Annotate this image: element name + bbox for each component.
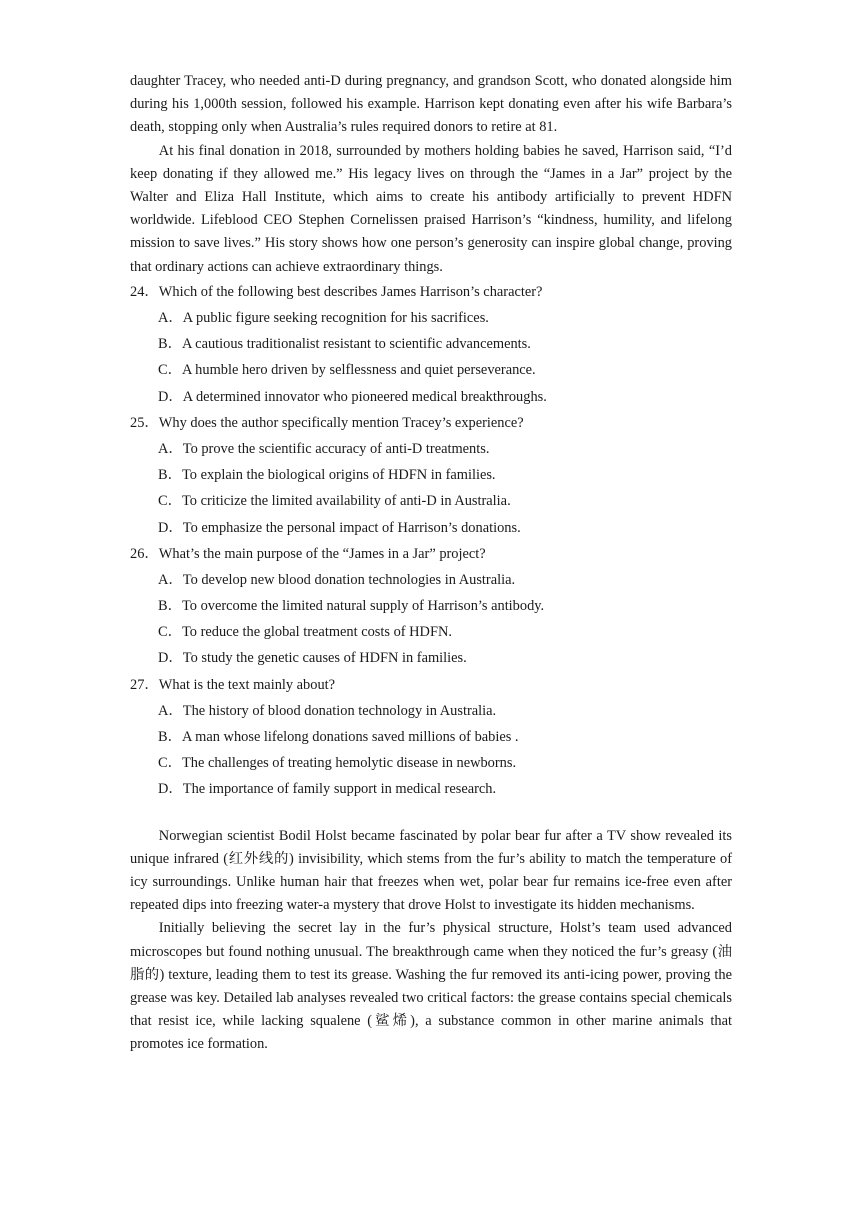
question-stem bbox=[130, 410, 732, 436]
passage-1-paragraph-1: daughter Tracey, who needed anti-D during pregnancy, and grandson Scott, who donated alongside him during his 1,000th session, followed his example. Harrison kept donating even after his wife Barbara’s death, stopping only when Australia’s rules required donors to retire at 81. bbox=[130, 73, 732, 136]
option-d: D．A determined innovator who pioneered medical breakthroughs. bbox=[158, 388, 547, 405]
passage-1 bbox=[130, 70, 732, 279]
passage-2-paragraph-1: Norwegian scientist Bodil Holst became fascinated by polar bear fur after a TV show revealed its unique infrared (红外线的) invisibility, which stems from the fur’s ability to match the temperature of icy surroundings. Unlike human hair that freezes when wet, polar bear fur remains ice-free even after repeated dips into freezing water-a mystery that drove Holst to investigate its hidden mechanisms. bbox=[130, 827, 732, 914]
option-c: C．To reduce the global treatment costs of HDFN. bbox=[158, 624, 452, 641]
option-b: B．To explain the biological origins of HDFN in families. bbox=[158, 467, 496, 484]
question-number: 25． bbox=[130, 414, 159, 431]
question-list bbox=[130, 279, 732, 803]
option-c: C．The challenges of treating hemolytic disease in newborns. bbox=[158, 755, 517, 772]
question-number: 27． bbox=[130, 676, 159, 693]
question-stem bbox=[130, 279, 732, 305]
option-b: B．A cautious traditionalist resistant to scientific advancements. bbox=[158, 336, 531, 353]
question-26 bbox=[130, 541, 732, 672]
question-text: What’s the main purpose of the “James in a Jar” project? bbox=[158, 545, 486, 562]
option-a: A．The history of blood donation technology in Australia. bbox=[158, 702, 497, 719]
question-number: 24． bbox=[130, 283, 159, 300]
question-number: 26． bbox=[130, 545, 159, 562]
option-a: A．To prove the scientific accuracy of anti-D treatments. bbox=[158, 440, 490, 457]
option-c: C．A humble hero driven by selflessness and quiet perseverance. bbox=[158, 362, 536, 379]
option-c: C．To criticize the limited availability of anti-D in Australia. bbox=[158, 493, 511, 510]
passage-1-paragraph-2: At his final donation in 2018, surrounded by mothers holding babies he saved, Harrison said, “I’d keep donating if they allowed me.” His legacy lives on through the “James in a Jar” project by the Walter and Eliza Hall Institute, which aims to create his antibody artificially to prevent HDFN worldwide. Lifeblood CEO Stephen Cornelissen praised Harrison’s “kindness, humility, and lifelong mission to save lives.” His story shows how one person’s generosity can inspire global change, proving that ordinary actions can achieve extraordinary things. bbox=[130, 142, 732, 275]
question-24 bbox=[130, 279, 732, 410]
question-stem bbox=[130, 541, 732, 567]
option-b: B．To overcome the limited natural supply of Harrison’s antibody. bbox=[158, 598, 545, 615]
option-a: A．A public figure seeking recognition for his sacrifices. bbox=[158, 310, 489, 327]
document-page bbox=[130, 70, 732, 1057]
option-a: A．To develop new blood donation technologies in Australia. bbox=[158, 571, 516, 588]
option-b: B．A man whose lifelong donations saved millions of babies . bbox=[158, 729, 519, 746]
passage-2-paragraph-2: Initially believing the secret lay in the fur’s physical structure, Holst’s team used advanced microscopes but found nothing unusual. The breakthrough came when they noticed the fur’s greasy (油脂的) texture, leading them to test its grease. Washing the fur removed its anti-icing power, proving the grease was key. Detailed lab analyses revealed two critical factors: the grease contains special chemicals that resist ice, while lacking squalene (鲨烯), a substance common in other marine animals that promotes ice formation. bbox=[130, 920, 732, 1053]
question-27 bbox=[130, 672, 732, 803]
question-stem bbox=[130, 672, 732, 698]
question-text: Why does the author specifically mention Tracey’s experience? bbox=[158, 414, 524, 431]
question-25 bbox=[130, 410, 732, 541]
passage-2 bbox=[130, 825, 732, 1057]
option-d: D．The importance of family support in medical research. bbox=[158, 781, 497, 798]
question-text: Which of the following best describes James Harrison’s character? bbox=[158, 283, 543, 300]
question-text: What is the text mainly about? bbox=[158, 676, 336, 693]
option-d: D．To study the genetic causes of HDFN in families. bbox=[158, 650, 467, 667]
option-d: D．To emphasize the personal impact of Harrison’s donations. bbox=[158, 519, 521, 536]
